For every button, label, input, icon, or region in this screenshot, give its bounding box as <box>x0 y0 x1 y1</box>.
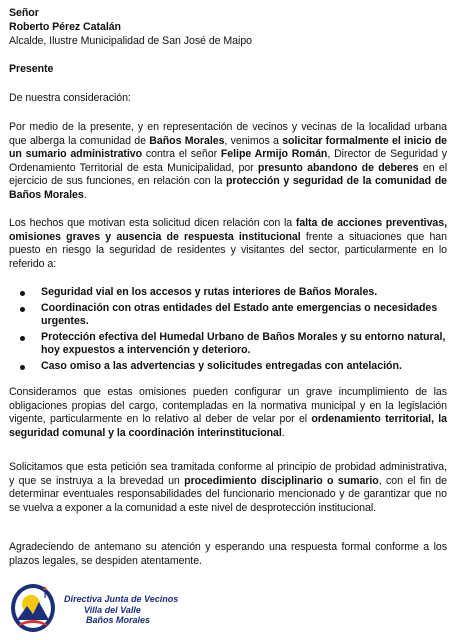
recipient-role: Alcalde, Ilustre Municipalidad de San José de Maipo <box>9 35 253 47</box>
bullet-text: Coordinación con otras entidades del Estado ante emergencias o necesidades urgentes. <box>41 301 438 328</box>
p3-text-2: . <box>281 426 285 439</box>
p4-text-2: , con el fin de determinar eventuales responsabilidades del funcionario mencionado y de garantizar que no se vuelva a exponer a la comunidad a este nivel de desprotección institucional. <box>9 474 447 514</box>
list-item <box>9 360 447 374</box>
list-item <box>9 331 447 358</box>
p4-bold-1: procedimiento disciplinario o sumario <box>184 474 379 487</box>
recipient-salutation: Señor <box>9 7 39 19</box>
p1-bold-3: Felipe Armijo Román <box>220 148 328 161</box>
bullet-text: Caso omiso a las advertencias y solicitudes entregadas con antelación. <box>41 359 402 372</box>
bullet-list <box>9 286 447 376</box>
p1-text-1: Por medio de la presente, y en representación de vecinos y vecinas de la localidad urbana que alberga la comunidad de <box>9 121 447 147</box>
paragraph-request <box>9 121 447 203</box>
greeting: De nuestra consideración: <box>9 92 131 104</box>
paragraph-facts <box>9 217 447 271</box>
p2-text-1: Los hechos que motivan esta solicitud dicen relación con la <box>9 217 296 229</box>
presente-label: Presente <box>9 63 54 75</box>
bullet-text: Protección efectiva del Humedal Urbano de Baños Morales y su entorno natural, hoy expuestos a intervención y deterioro. <box>41 330 446 357</box>
bullet-dot-icon <box>20 291 25 296</box>
p2-text-2: frente a situaciones que han puesto en riesgo la seguridad de residentes y visitantes del sector, particularmente en lo referido a: <box>9 230 447 270</box>
closing-paragraph: Agradeciendo de antemano su atención y esperando una respuesta formal conforme a los plazos legales, se despiden atentamente. <box>9 541 447 567</box>
p3-bold-1: ordenamiento territorial, la seguridad comunal y la coordinación interinstitucional <box>9 413 447 439</box>
p1-text-6: . <box>83 188 87 201</box>
p1-bold-4: presunto abandono de deberes <box>257 161 419 174</box>
p1-text-4: , Director de Seguridad y Ordenamiento Territorial de esta Municipalidad, por <box>9 148 447 174</box>
recipient-name: Roberto Pérez Catalán <box>9 21 121 33</box>
p1-bold-5: protección y seguridad de la comunidad de Baños Morales <box>9 175 447 201</box>
p3-text-1: Consideramos que estas omisiones pueden configurar un grave incumplimiento de las obligaciones propias del cargo, contempladas en la normativa municipal y en la legislación vigente, particularmente en lo relativo al deber de velar por el <box>9 386 447 426</box>
paragraph-petition <box>9 461 447 515</box>
logo-emblem-svg <box>9 580 57 634</box>
p2-bold-1: falta de acciones preventivas, omisiones graves y ausencia de respuesta institucional <box>9 217 447 243</box>
list-item <box>9 286 447 300</box>
list-item <box>9 302 447 329</box>
bullet-text: Seguridad vial en los accesos y rutas interiores de Baños Morales. <box>41 286 378 298</box>
p1-bold-1: Baños Morales <box>149 134 225 147</box>
paragraph-considerations <box>9 386 447 440</box>
p1-text-2: , venimos a <box>224 134 283 147</box>
signature-line-3: Baños Morales <box>86 615 151 625</box>
bullet-dot-icon <box>20 365 25 370</box>
signature-block <box>64 594 178 626</box>
signature-line-1: Directiva Junta de Vecinos <box>64 594 179 604</box>
bullet-dot-icon <box>20 307 25 312</box>
p4-text-1: Solicitamos que esta petición sea tramitada conforme al principio de probidad administrativa, y que se instruya a la brevedad un <box>9 461 447 487</box>
bullet-dot-icon <box>20 336 25 341</box>
p1-text-5: en el ejercicio de sus funciones, en relación con la <box>9 161 448 188</box>
p1-bold-2: solicitar formalmente el inicio de un sumario administrativo <box>9 134 448 161</box>
junta-de-vecinos-logo-icon <box>9 580 57 634</box>
signature-line-2: Villa del Valle <box>84 604 141 615</box>
p1-text-3: contra el señor <box>142 148 221 161</box>
